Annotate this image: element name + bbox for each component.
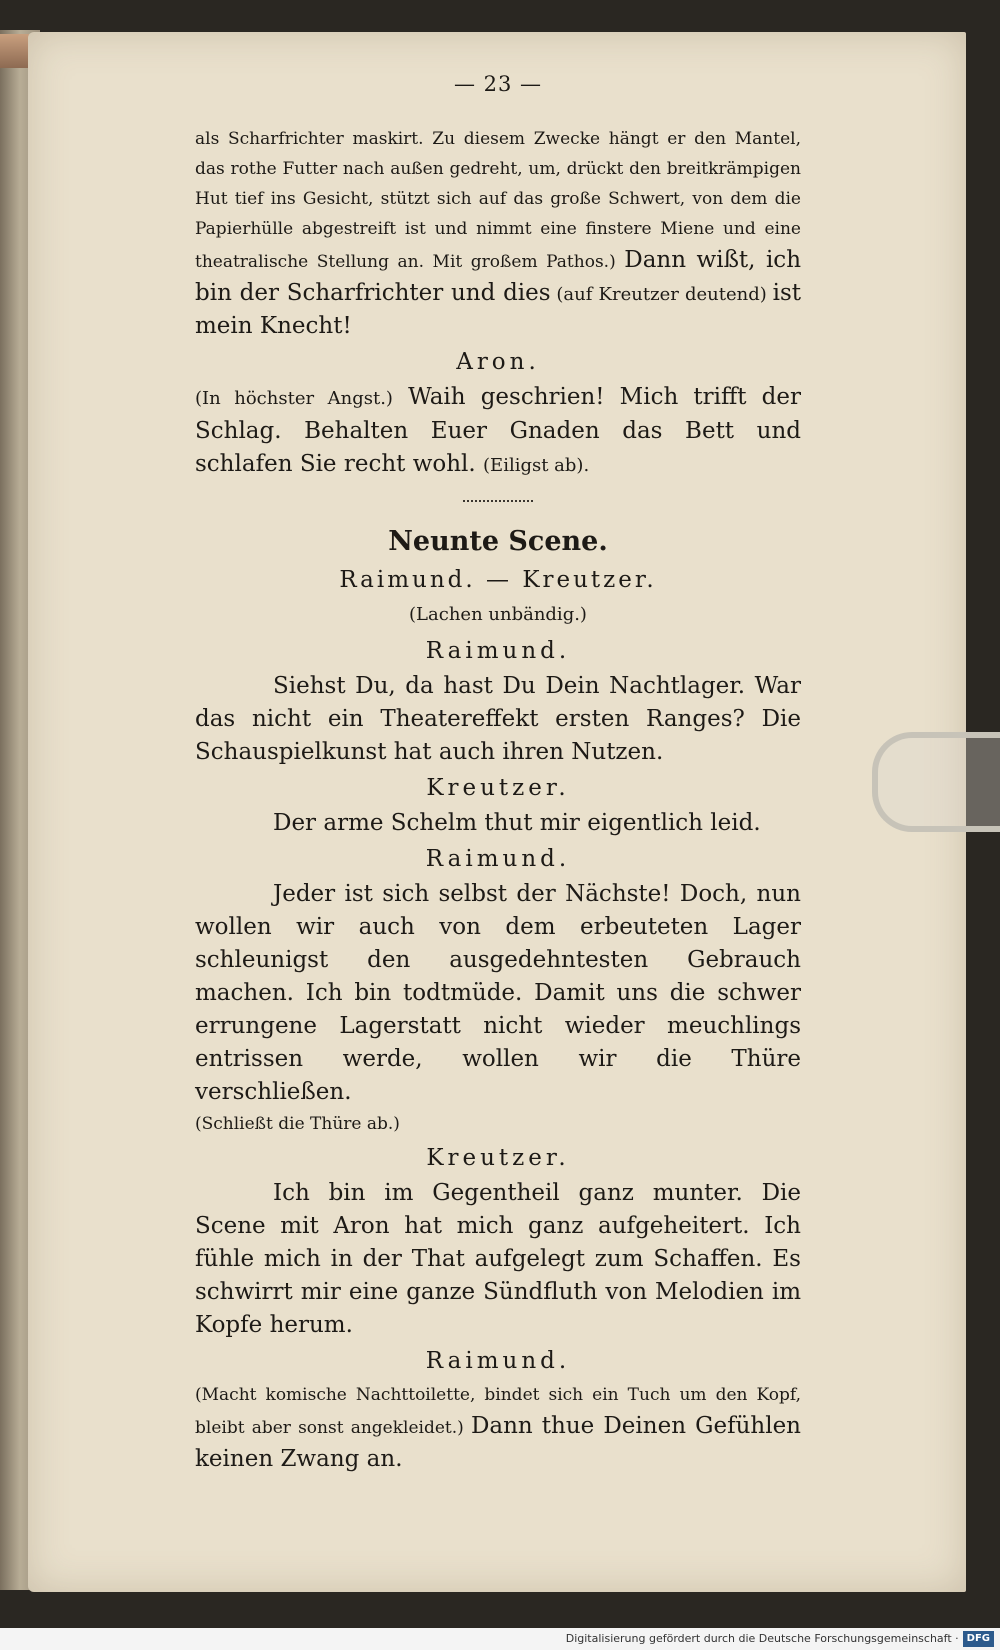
stage-direction-intro: als Scharfrichter maskirt. Zu diesem Zwecke hängt er den Mantel, das rothe Futter nach außen gedreht, um, drückt den breitkrämpigen Hut tief ins Gesicht, stützt sich auf das große Schwert, von dem die Papierhülle abgestreift ist und nimmt eine finstere Miene und eine theatralische Stellung an. Mit großem Pathos.) Dann wißt, ich bin der Scharfrichter und dies (auf Kreutzer deutend) ist mein Knecht!	[195, 129, 802, 339]
speech-aron: (In höchster Angst.) Waih geschrien! Mich trifft der Schlag. Behalten Euer Gnaden das Bett und schlafen Sie recht wohl. (Eiligst ab).	[195, 384, 801, 477]
stage-direction-inline: (auf Kreutzer deutend)	[556, 284, 767, 305]
page-clip	[872, 732, 1000, 832]
speech-raimund-3	[195, 1380, 801, 1476]
scene-direction: (Lachen unbändig.)	[409, 604, 587, 625]
scene-title: Neunte Scene.	[388, 526, 608, 557]
stage-direction-toilette: (Macht komische Nachttoilette, bindet sich ein Tuch um den Kopf, bleibt aber sonst angekleidet.)	[195, 1385, 801, 1438]
dfg-logo: DFG	[963, 1631, 994, 1647]
speaker-kreutzer: Kreutzer.	[426, 775, 570, 801]
stage-direction-aron: (In höchster Angst.)	[195, 388, 393, 409]
speaker-raimund: Raimund.	[425, 638, 571, 664]
page-number: — 23 —	[453, 72, 543, 96]
section-divider	[463, 500, 533, 502]
speech-kreutzer-1: Der arme Schelm thut mir eigentlich leid.	[273, 810, 761, 836]
speaker-kreutzer: Kreutzer.	[426, 1145, 570, 1171]
speaker-raimund: Raimund.	[425, 846, 571, 872]
speech-raimund-2: Jeder ist sich selbst der Nächste! Doch, nun wollen wir auch von dem erbeuteten Lager schleunigst den ausgedehntesten Gebrauch machen. Ich bin todtmüde. Damit uns die schwer errungene Lagerstatt nicht wieder meuchlings entrissen werde, wollen wir die Thüre verschließen.	[195, 881, 801, 1105]
page-content	[195, 72, 801, 1476]
funding-footer	[0, 1628, 1000, 1650]
scene-persons: Raimund. — Kreutzer.	[339, 567, 657, 593]
speaker-aron: Aron.	[456, 349, 540, 375]
speaker-raimund: Raimund.	[425, 1348, 571, 1374]
speech-kreutzer-2: Ich bin im Gegentheil ganz munter. Die Scene mit Aron hat mich ganz aufgeheitert. Ich fühle mich in der That aufgelegt zum Schaffen. Es schwirrt mir eine ganze Sündfluth von Melodien im Kopfe herum.	[195, 1180, 801, 1338]
speech-raimund-1: Siehst Du, da hast Du Dein Nachtlager. War das nicht ein Theatereffekt ersten Ranges? Die Schauspielkunst hat auch ihren Nutzen.	[195, 673, 801, 765]
speech-raimund-intro: Dann wißt, ich bin der Scharfrichter und dies	[195, 247, 802, 306]
speech-raimund-final: Dann thue Deinen Gefühlen keinen Zwang an.	[195, 1413, 801, 1472]
stage-direction-door: (Schließt die Thüre ab.)	[195, 1114, 400, 1134]
stage-direction-exit: (Eiligst ab).	[483, 455, 590, 476]
speech-raimund-intro-end: ist mein Knecht!	[195, 280, 802, 339]
funding-text: Digitalisierung gefördert durch die Deutsche Forschungsgemeinschaft ·	[565, 1632, 959, 1645]
